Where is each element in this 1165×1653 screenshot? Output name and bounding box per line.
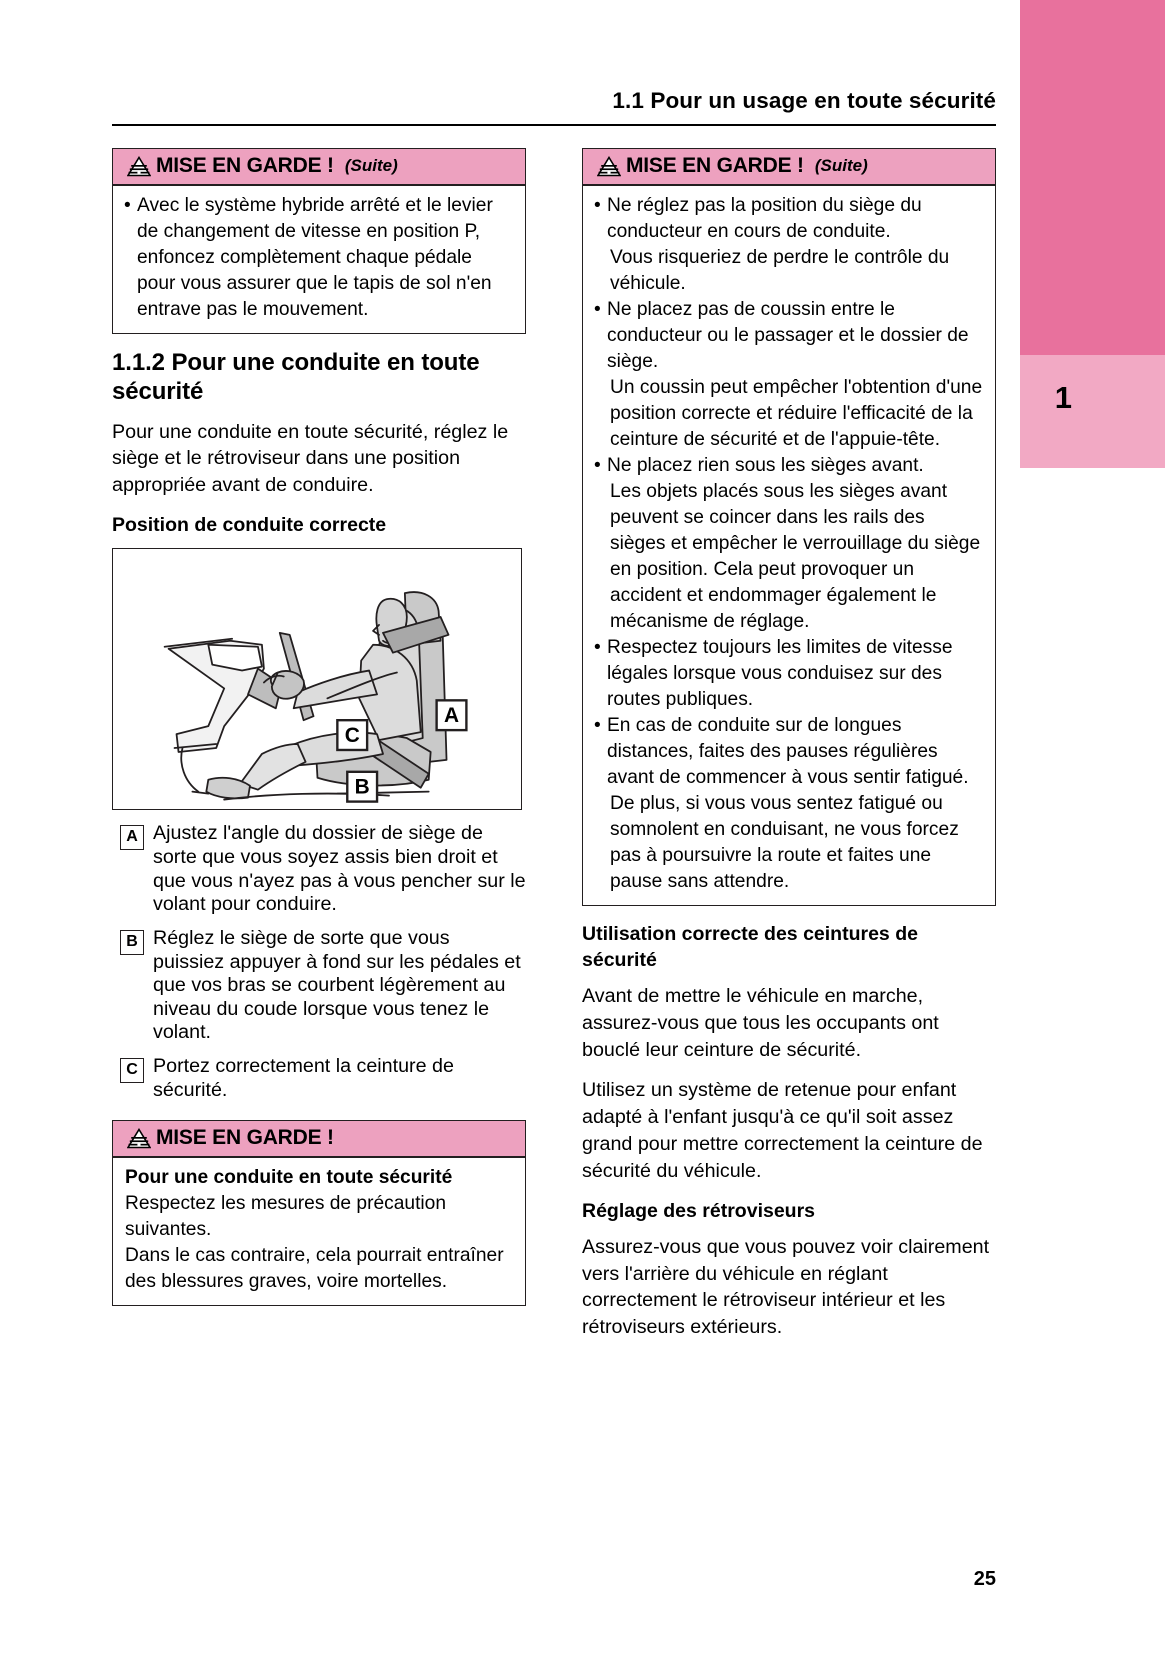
figure-callout-b	[347, 772, 377, 802]
svg-text:A: A	[443, 704, 460, 728]
bullet-subtext: Les objets placés sous les sièges avant peuvent se coincer dans les rails des sièges et empêcher le verrouillage du siège en position. Cela peut provoquer un accident et endommager également le mécanisme de réglage.	[610, 481, 981, 633]
bullet-marker: •	[594, 715, 601, 737]
letter-text-b: Réglez le siège de sorte que vous puissiez appuyer à fond sur les pédales et que vos bras se courbent légèrement au niveau du coude lorsque vous tenez le volant.	[153, 926, 521, 1044]
letter-marker-a: A	[120, 825, 144, 850]
section-heading-112: 1.1.2 Pour une conduite en toute sécurité	[112, 349, 480, 406]
bullet-text: Ne réglez pas la position du siège du conducteur en cours de conduite.	[607, 195, 922, 243]
warning-bullet	[591, 297, 985, 375]
bullet-marker: •	[594, 455, 601, 477]
warning-title: MISE EN GARDE !	[156, 1126, 334, 1150]
letter-text-c: Portez correctement la ceinture de sécurité.	[153, 1055, 454, 1101]
heading-ceintures-securite: Utilisation correcte des ceintures de sécurité	[582, 923, 918, 971]
warning-triangle-icon	[127, 1128, 151, 1149]
left-column	[112, 148, 526, 1320]
subheading-position-conduite: Position de conduite correcte	[112, 513, 387, 536]
section-intro-paragraph: Pour une conduite en toute sécurité, réglez le siège et le rétroviseur dans une position appropriée avant de conduire.	[112, 420, 509, 497]
bullet-text: En cas de conduite sur de longues distances, faites des pauses régulières avant de commencer à vous sentir fatigué.	[607, 715, 969, 789]
figure-callout-a	[437, 701, 467, 731]
warning-bullet	[121, 193, 515, 323]
page-title: 1.1 Pour un usage en toute sécurité	[612, 88, 996, 113]
letter-text-a: Ajustez l'angle du dossier de siège de sorte que vous soyez assis bien droit et que vous n'ayez pas à vous pencher sur le volant pour conduire.	[153, 822, 526, 916]
letter-marker-c: C	[120, 1058, 144, 1083]
paragraph-ceintures-2: Utilisez un système de retenue pour enfant adapté à l'enfant jusqu'à ce qu'il soit assez grand pour mettre correctement la ceinture de sécurité du véhicule.	[582, 1079, 983, 1182]
paragraph-ceintures-1: Avant de mettre le véhicule en marche, assurez-vous que tous les occupants ont bouclé leur ceinture de sécurité.	[582, 985, 939, 1061]
letter-marker-b: B	[120, 930, 144, 955]
warning-suffix: (Suite)	[814, 156, 868, 175]
warning-bullet	[591, 713, 985, 791]
warning-box-continued-right	[582, 148, 996, 906]
warning-box-left-lower	[112, 1120, 526, 1306]
svg-text:B: B	[354, 775, 370, 799]
right-column	[582, 148, 996, 1355]
bullet-subtext: De plus, si vous vous sentez fatigué ou somnolent en conduisant, ne vous forcez pas à poursuivre la route et faites une pause sans attendre.	[610, 793, 959, 893]
letter-item-a	[112, 822, 526, 917]
bullet-subtext: Vous risqueriez de perdre le contrôle du véhicule.	[610, 247, 950, 295]
warning-triangle-icon	[127, 156, 151, 177]
warning-header	[113, 149, 525, 186]
warning-subtitle: Pour une conduite en toute sécurité	[125, 1167, 453, 1189]
warning-paragraph: Dans le cas contraire, cela pourrait entraîner des blessures graves, voire mortelles.	[125, 1245, 504, 1293]
letter-item-c	[112, 1055, 526, 1102]
driver-seating-illustration	[113, 549, 520, 808]
warning-box-continued-left	[112, 148, 526, 334]
page-number: 25	[973, 1568, 996, 1590]
bullet-text: Avec le système hybride arrêté et le levier de changement de vitesse en position P, enfoncez complètement chaque pédale pour vous assurer que le tapis de sol n'en entrave pas le mouvement.	[137, 195, 493, 321]
side-tab-light-band	[1020, 355, 1165, 468]
bullet-marker: •	[594, 195, 601, 216]
bullet-marker: •	[594, 299, 601, 321]
letter-item-b	[112, 927, 526, 1045]
warning-title: MISE EN GARDE !	[156, 154, 334, 177]
bullet-marker: •	[594, 637, 601, 659]
bullet-text: Respectez toujours les limites de vitesse légales lorsque vous conduisez sur des routes publiques.	[607, 637, 953, 711]
chapter-side-tab	[1020, 0, 1165, 1653]
warning-suffix: (Suite)	[344, 156, 398, 175]
bullet-text: Ne placez rien sous les sièges avant.	[607, 455, 924, 477]
warning-body	[113, 186, 525, 333]
heading-reglage-retroviseurs: Réglage des rétroviseurs	[582, 1199, 816, 1222]
svg-text:C: C	[344, 724, 360, 748]
bullet-subtext: Un coussin peut empêcher l'obtention d'une position correcte et réduire l'efficacité de la ceinture de sécurité et de l'appuie-tête.	[610, 377, 983, 451]
running-header	[112, 88, 996, 114]
warning-title: MISE EN GARDE !	[626, 154, 804, 177]
bullet-text: Ne placez pas de coussin entre le conducteur ou le passager et le dossier de siège.	[607, 299, 969, 373]
chapter-number: 1	[1054, 380, 1072, 415]
warning-paragraph: Respectez les mesures de précaution suivantes.	[125, 1193, 447, 1241]
bullet-marker: •	[124, 195, 131, 216]
figure-callout-c	[337, 720, 367, 750]
warning-bullet	[591, 193, 985, 245]
driver-seating-position-figure	[112, 548, 522, 810]
warning-triangle-icon	[597, 156, 621, 177]
warning-body	[113, 1158, 525, 1305]
warning-body	[583, 186, 995, 905]
warning-header	[113, 1121, 525, 1158]
warning-bullet	[591, 635, 985, 713]
warning-header	[583, 149, 995, 186]
paragraph-retroviseurs-1: Assurez-vous que vous pouvez voir clairement vers l'arrière du véhicule en réglant correctement le rétroviseur intérieur et les rétroviseurs extérieurs.	[582, 1235, 990, 1339]
warning-bullet	[591, 453, 985, 479]
header-divider	[112, 124, 996, 126]
